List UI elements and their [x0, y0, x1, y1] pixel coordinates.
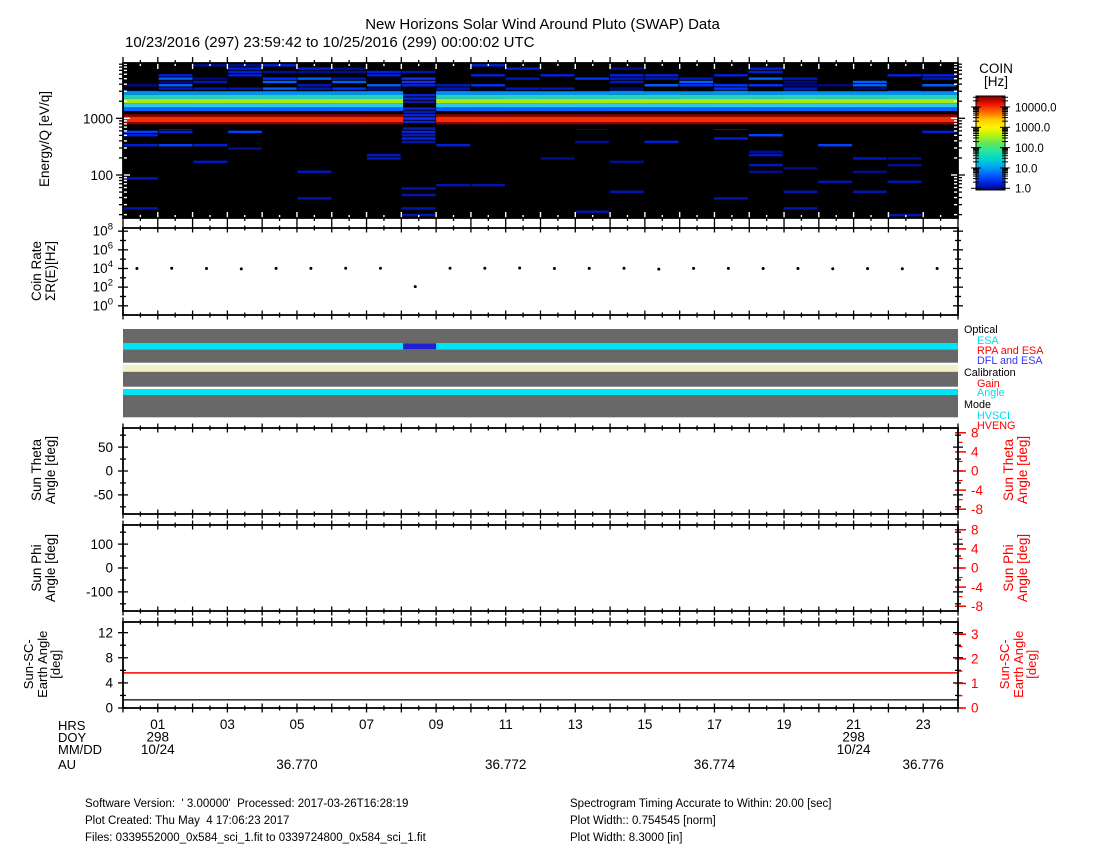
- footer-plot-width-in: Plot Width: 8.3000 [in]: [570, 832, 683, 844]
- yaxis-label-coinrate-line1: Coin Rate: [29, 240, 44, 302]
- coinrate-point: [657, 268, 660, 271]
- coinrate-point: [414, 285, 417, 288]
- svg-text:19: 19: [776, 717, 792, 732]
- status-stripe-hvsci: [123, 389, 958, 395]
- svg-text:100.0: 100.0: [1015, 142, 1044, 155]
- yaxis-right-label-sunscearth-line1: Sun-SC-: [996, 639, 1012, 690]
- xaxis-row-label-hrs: HRS: [58, 718, 86, 733]
- xaxis-row-label-au: AU: [58, 757, 77, 772]
- coinrate-point: [727, 267, 730, 270]
- svg-text:104: $10^4$: [92, 258, 113, 276]
- svg-text:2: 2: [971, 651, 979, 667]
- coinrate-point: [170, 267, 173, 270]
- yaxis-label-suntheta-line1: Sun Theta: [29, 438, 44, 502]
- svg-text:108: $10^8$: [92, 221, 113, 239]
- yaxis-right-label-sunphi-line2: Angle [deg]: [1015, 533, 1030, 603]
- svg-text:50: 50: [97, 439, 113, 455]
- svg-text:10.0: 10.0: [1015, 163, 1038, 176]
- yaxis-right-label-sunphi-line1: Sun Phi: [1001, 544, 1016, 592]
- coinrate-point: [796, 267, 799, 270]
- legend-item-rpa-and-esa: RPA and ESA: [977, 344, 1044, 357]
- colorbar-title: COIN: [979, 61, 1013, 76]
- svg-text:10000.0: 10000.0: [1015, 102, 1057, 115]
- legend-item-esa: ESA: [977, 335, 999, 347]
- svg-text:-4: -4: [971, 579, 984, 595]
- status-background-bar: [123, 349, 958, 362]
- yaxis-label-suntheta-line2: Angle [deg]: [43, 435, 58, 505]
- svg-text:298: 298: [146, 729, 170, 745]
- coinrate-point: [240, 267, 243, 270]
- coinrate-point: [866, 267, 869, 270]
- coinrate-point: [901, 267, 904, 270]
- svg-text:03: 03: [219, 717, 235, 732]
- sunscearth-panel: [123, 622, 958, 708]
- coinrate-point: [135, 267, 138, 270]
- legend-item-gain: Gain: [977, 377, 1000, 390]
- svg-text:106: $10^6$: [92, 240, 113, 258]
- svg-text:1000: 1000: [82, 111, 113, 127]
- svg-text:298: 298: [842, 729, 865, 745]
- svg-text:36.770: 36.770: [276, 757, 318, 772]
- svg-text:-50: -50: [93, 487, 113, 503]
- status-background-bar: [123, 329, 958, 343]
- svg-text:36.772: 36.772: [485, 757, 527, 772]
- svg-text:100: $10^0$: [92, 296, 113, 314]
- legend-group-calibration: Calibration: [964, 366, 1016, 379]
- svg-text:8: 8: [105, 650, 113, 666]
- xaxis-row-label-mmdd: MM/DD: [58, 742, 103, 757]
- svg-text:1: 1: [971, 676, 979, 692]
- status-stripe-background: [123, 365, 958, 372]
- footer-timing-accuracy: Spectrogram Timing Accurate to Within: 20.00 [sec]: [570, 798, 832, 810]
- legend-item-hveng: HVENG: [977, 420, 1016, 433]
- svg-text:07: 07: [359, 717, 375, 732]
- status-stripe-esa: [123, 343, 958, 349]
- sunphi-panel: [123, 525, 958, 611]
- svg-text:4: 4: [105, 675, 113, 691]
- page-title: New Horizons Solar Wind Around Pluto (SWAP) Data: [365, 16, 720, 33]
- suntheta-panel: [123, 428, 958, 514]
- legend-item-hvsci: HVSCI: [977, 410, 1010, 423]
- coinrate-point: [483, 267, 486, 270]
- svg-text:17: 17: [706, 717, 722, 732]
- coinrate-point: [344, 267, 347, 270]
- yaxis-right-label-sunscearth: [998, 589, 1039, 739]
- svg-text:15: 15: [637, 717, 653, 732]
- svg-text:0: 0: [971, 700, 979, 716]
- yaxis-label-sunscearth: [22, 589, 63, 739]
- status-background-bar: [123, 395, 958, 417]
- legend-item-dfl-and-esa: DFL and ESA: [977, 354, 1043, 367]
- page-subtitle: 10/23/2016 (297) 23:59:42 to 10/25/2016 (299) 00:00:02 UTC: [125, 34, 535, 51]
- svg-text:0: 0: [105, 700, 113, 716]
- colorbar: [976, 96, 1005, 190]
- svg-text:05: 05: [289, 717, 305, 732]
- svg-text:-100: -100: [85, 584, 113, 600]
- svg-text:100: 100: [90, 536, 113, 552]
- legend-group-optical: Optical: [964, 324, 998, 336]
- svg-text:36.776: 36.776: [902, 757, 944, 772]
- colorbar-units: [Hz]: [983, 74, 1008, 89]
- svg-text:10/24: 10/24: [836, 742, 871, 757]
- yaxis-label-sunscearth-line3: [deg]: [47, 649, 63, 679]
- svg-text:13: 13: [567, 717, 583, 732]
- svg-text:1000.0: 1000.0: [1015, 122, 1051, 135]
- yaxis-label-sunphi-line1: Sun Phi: [29, 544, 44, 592]
- yaxis-label-energy-text: Energy/Q [eV/q]: [37, 90, 52, 188]
- svg-text:0: 0: [105, 560, 113, 576]
- yaxis-label-sunphi-line2: Angle [deg]: [43, 533, 58, 603]
- footer-plot-created: Plot Created: Thu May 4 17:06:23 2017: [85, 815, 290, 827]
- yaxis-label-coinrate-line2: ΣR(E)[Hz]: [43, 240, 58, 302]
- status-stripe-dfl-and-esa: [403, 343, 436, 349]
- svg-text:4: 4: [971, 541, 979, 557]
- svg-text:-8: -8: [971, 501, 984, 517]
- svg-text:23: 23: [915, 717, 931, 732]
- status-background-bar: [123, 372, 958, 387]
- svg-text:0: 0: [971, 560, 979, 576]
- yaxis-right-label-suntheta-line2: Angle [deg]: [1015, 435, 1030, 505]
- svg-text:-8: -8: [971, 598, 984, 614]
- yaxis-right-label-suntheta-line1: Sun Theta: [1001, 438, 1016, 502]
- yaxis-right-label-sunscearth-line3: [deg]: [1023, 649, 1039, 679]
- svg-text:01: 01: [150, 717, 166, 732]
- svg-text:36.774: 36.774: [693, 757, 736, 772]
- coinrate-point: [205, 267, 208, 270]
- svg-text:102: $10^2$: [92, 277, 113, 295]
- coinrate-point: [623, 267, 626, 270]
- legend-item-angle: Angle: [977, 387, 1005, 400]
- svg-text:1.0: 1.0: [1015, 183, 1031, 196]
- coinrate-point: [309, 267, 312, 270]
- footer-plot-width-norm: Plot Width:: 0.754545 [norm]: [570, 815, 716, 827]
- yaxis-label-sunscearth-line2: Earth Angle: [34, 630, 50, 698]
- svg-text:0: 0: [105, 463, 113, 479]
- svg-text:4: 4: [971, 444, 979, 460]
- coinrate-point: [762, 267, 765, 270]
- footer-files: Files: 0339552000_0x584_sci_1.fit to 0339724800_0x584_sci_1.fit: [85, 832, 426, 844]
- svg-text:21: 21: [846, 717, 862, 732]
- yaxis-label-energy: [38, 64, 52, 214]
- svg-text:0: 0: [971, 463, 979, 479]
- yaxis-label-sunscearth-line1: Sun-SC-: [20, 639, 36, 690]
- coinrate-point: [379, 267, 382, 270]
- coinrate-point: [692, 267, 695, 270]
- svg-text:8: 8: [971, 425, 979, 441]
- yaxis-right-label-sunscearth-line2: Earth Angle: [1010, 630, 1026, 698]
- coinrate-point: [449, 267, 452, 270]
- coinrate-point: [518, 267, 521, 270]
- svg-text:11: 11: [498, 717, 513, 732]
- coinrate-point: [588, 267, 591, 270]
- legend-group-mode: Mode: [964, 399, 992, 412]
- footer-software-version: Software Version: ' 3.00000' Processed: 2017-03-26T16:28:19: [85, 798, 409, 810]
- coinrate-point: [553, 267, 556, 270]
- svg-text:8: 8: [971, 522, 979, 538]
- coinrate-point: [275, 267, 278, 270]
- xaxis-row-label-doy: DOY: [58, 730, 87, 745]
- coinrate-panel: [123, 228, 958, 315]
- coinrate-point: [936, 267, 939, 270]
- coinrate-point: [831, 267, 834, 270]
- svg-text:100: 100: [90, 168, 113, 183]
- svg-text:10/24: 10/24: [140, 742, 175, 757]
- yaxis-label-coinrate: [30, 196, 58, 346]
- svg-text:3: 3: [971, 626, 979, 642]
- svg-text:09: 09: [428, 717, 444, 732]
- svg-text:12: 12: [97, 625, 113, 641]
- svg-text:-4: -4: [971, 482, 984, 498]
